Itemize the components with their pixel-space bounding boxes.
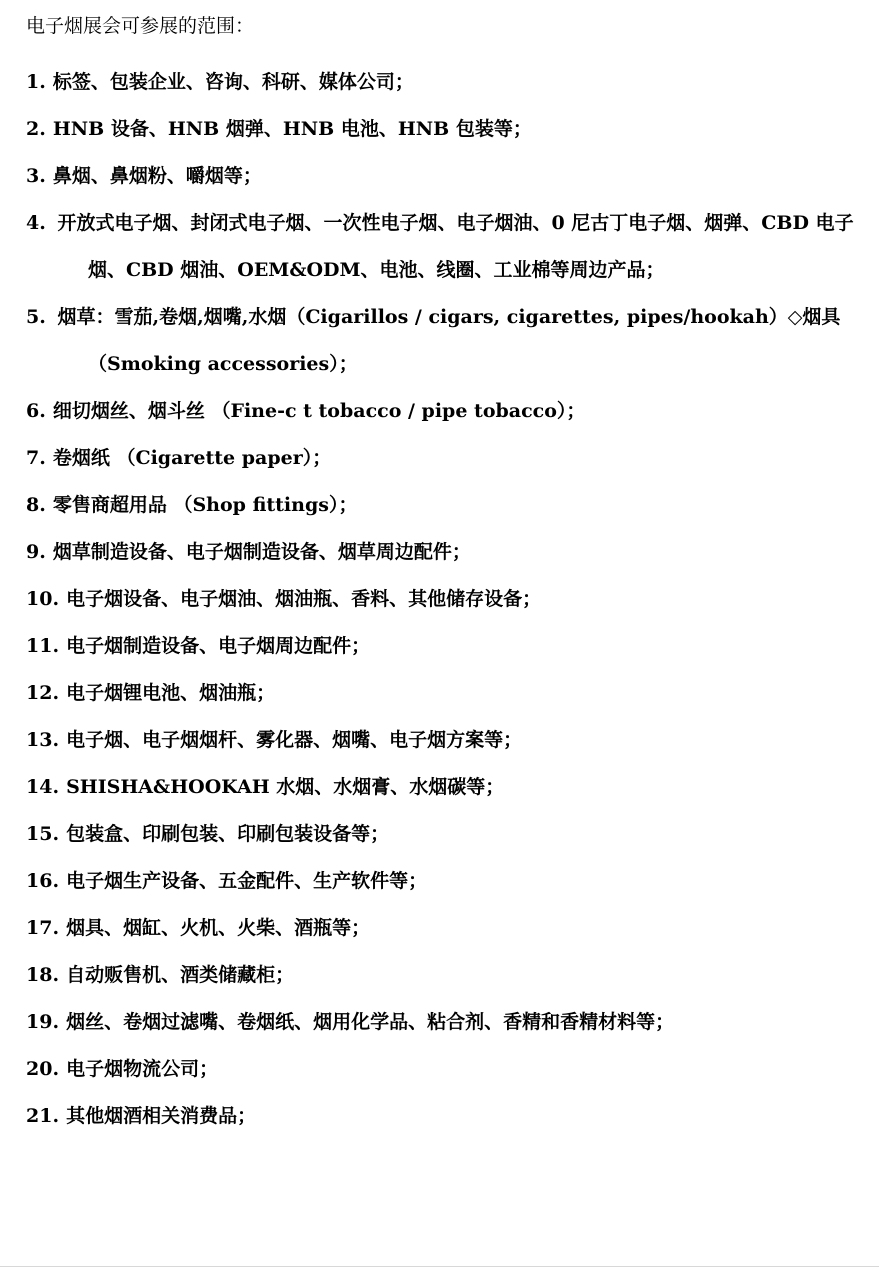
list-item	[26, 905, 858, 952]
list-item	[26, 717, 858, 764]
item-text: SHISHA&HOOKAH 水烟、水烟膏、水烟碳等；	[66, 776, 505, 798]
item-number: 4.	[26, 212, 46, 234]
item-text: 鼻烟、鼻烟粉、嚼烟等；	[52, 165, 262, 187]
list-item	[26, 200, 858, 294]
list-item	[26, 1093, 858, 1140]
item-number: 17.	[26, 917, 60, 939]
item-number: 14.	[26, 776, 60, 798]
item-text: 电子烟锂电池、烟油瓶；	[66, 682, 276, 704]
item-number: 15.	[26, 823, 60, 845]
item-text: 电子烟物流公司；	[66, 1058, 219, 1080]
item-text: 烟草制造设备、电子烟制造设备、烟草周边配件；	[52, 541, 471, 563]
list-item	[26, 294, 858, 388]
item-text: 细切烟丝、烟斗丝 （Fine-c t tobacco / pipe tobacco）；	[52, 400, 586, 422]
item-number: 7.	[26, 447, 46, 469]
list-item	[26, 764, 858, 811]
item-text: 烟草：雪茄,卷烟,烟嘴,水烟（Cigarillos / cigars, cigarettes, pipes/hookah）◇烟具（Smoking accessories）；	[57, 306, 841, 375]
item-text: 烟丝、卷烟过滤嘴、卷烟纸、烟用化学品、粘合剂、香精和香精材料等；	[66, 1011, 675, 1033]
item-number: 6.	[26, 400, 46, 422]
item-number: 2.	[26, 118, 46, 140]
item-text: 卷烟纸 （Cigarette paper）；	[52, 447, 332, 469]
item-text: 开放式电子烟、封闭式电子烟、一次性电子烟、电子烟油、0 尼古丁电子烟、烟弹、CBD 电子烟、CBD 烟油、OEM&ODM、电池、线圈、工业棉等周边产品；	[57, 212, 854, 281]
item-text: 零售商超用品 （Shop fittings）；	[52, 494, 358, 516]
list-item	[26, 999, 858, 1046]
item-number: 10.	[26, 588, 60, 610]
item-text: 自动贩售机、酒类储藏柜；	[66, 964, 295, 986]
item-text: 包装盒、印刷包装、印刷包装设备等；	[66, 823, 390, 845]
list-item	[26, 153, 858, 200]
item-number: 20.	[26, 1058, 60, 1080]
item-number: 9.	[26, 541, 46, 563]
item-number: 3.	[26, 165, 46, 187]
list-item	[26, 858, 858, 905]
list-item	[26, 388, 858, 435]
list-item	[26, 482, 858, 529]
page-bottom-divider	[0, 1266, 879, 1267]
item-text: 标签、包装企业、咨询、科研、媒体公司；	[52, 71, 414, 93]
list-item	[26, 106, 858, 153]
item-number: 11.	[26, 635, 60, 657]
item-text: HNB 设备、HNB 烟弹、HNB 电池、HNB 包装等；	[52, 118, 532, 140]
item-number: 13.	[26, 729, 60, 751]
item-number: 16.	[26, 870, 60, 892]
item-number: 8.	[26, 494, 46, 516]
list-item	[26, 811, 858, 858]
item-number: 5.	[26, 306, 46, 328]
item-number: 1.	[26, 71, 46, 93]
item-text: 电子烟生产设备、五金配件、生产软件等；	[66, 870, 428, 892]
item-number: 18.	[26, 964, 60, 986]
list-item	[26, 529, 858, 576]
item-text: 其他烟酒相关消费品；	[66, 1105, 257, 1127]
item-text: 电子烟、电子烟烟杆、雾化器、烟嘴、电子烟方案等；	[66, 729, 523, 751]
list-item	[26, 623, 858, 670]
list-item	[26, 576, 858, 623]
page-heading: 电子烟展会可参展的范围：	[26, 15, 255, 37]
list-item	[26, 59, 858, 106]
item-text: 电子烟设备、电子烟油、烟油瓶、香料、其他储存设备；	[66, 588, 542, 610]
item-number: 21.	[26, 1105, 60, 1127]
list-item	[26, 670, 858, 717]
exhibit-scope-list	[26, 59, 858, 1140]
list-item	[26, 952, 858, 999]
list-item	[26, 1046, 858, 1093]
item-number: 12.	[26, 682, 60, 704]
item-text: 电子烟制造设备、电子烟周边配件；	[66, 635, 371, 657]
item-text: 烟具、烟缸、火机、火柴、酒瓶等；	[66, 917, 371, 939]
item-number: 19.	[26, 1011, 60, 1033]
list-item	[26, 435, 858, 482]
